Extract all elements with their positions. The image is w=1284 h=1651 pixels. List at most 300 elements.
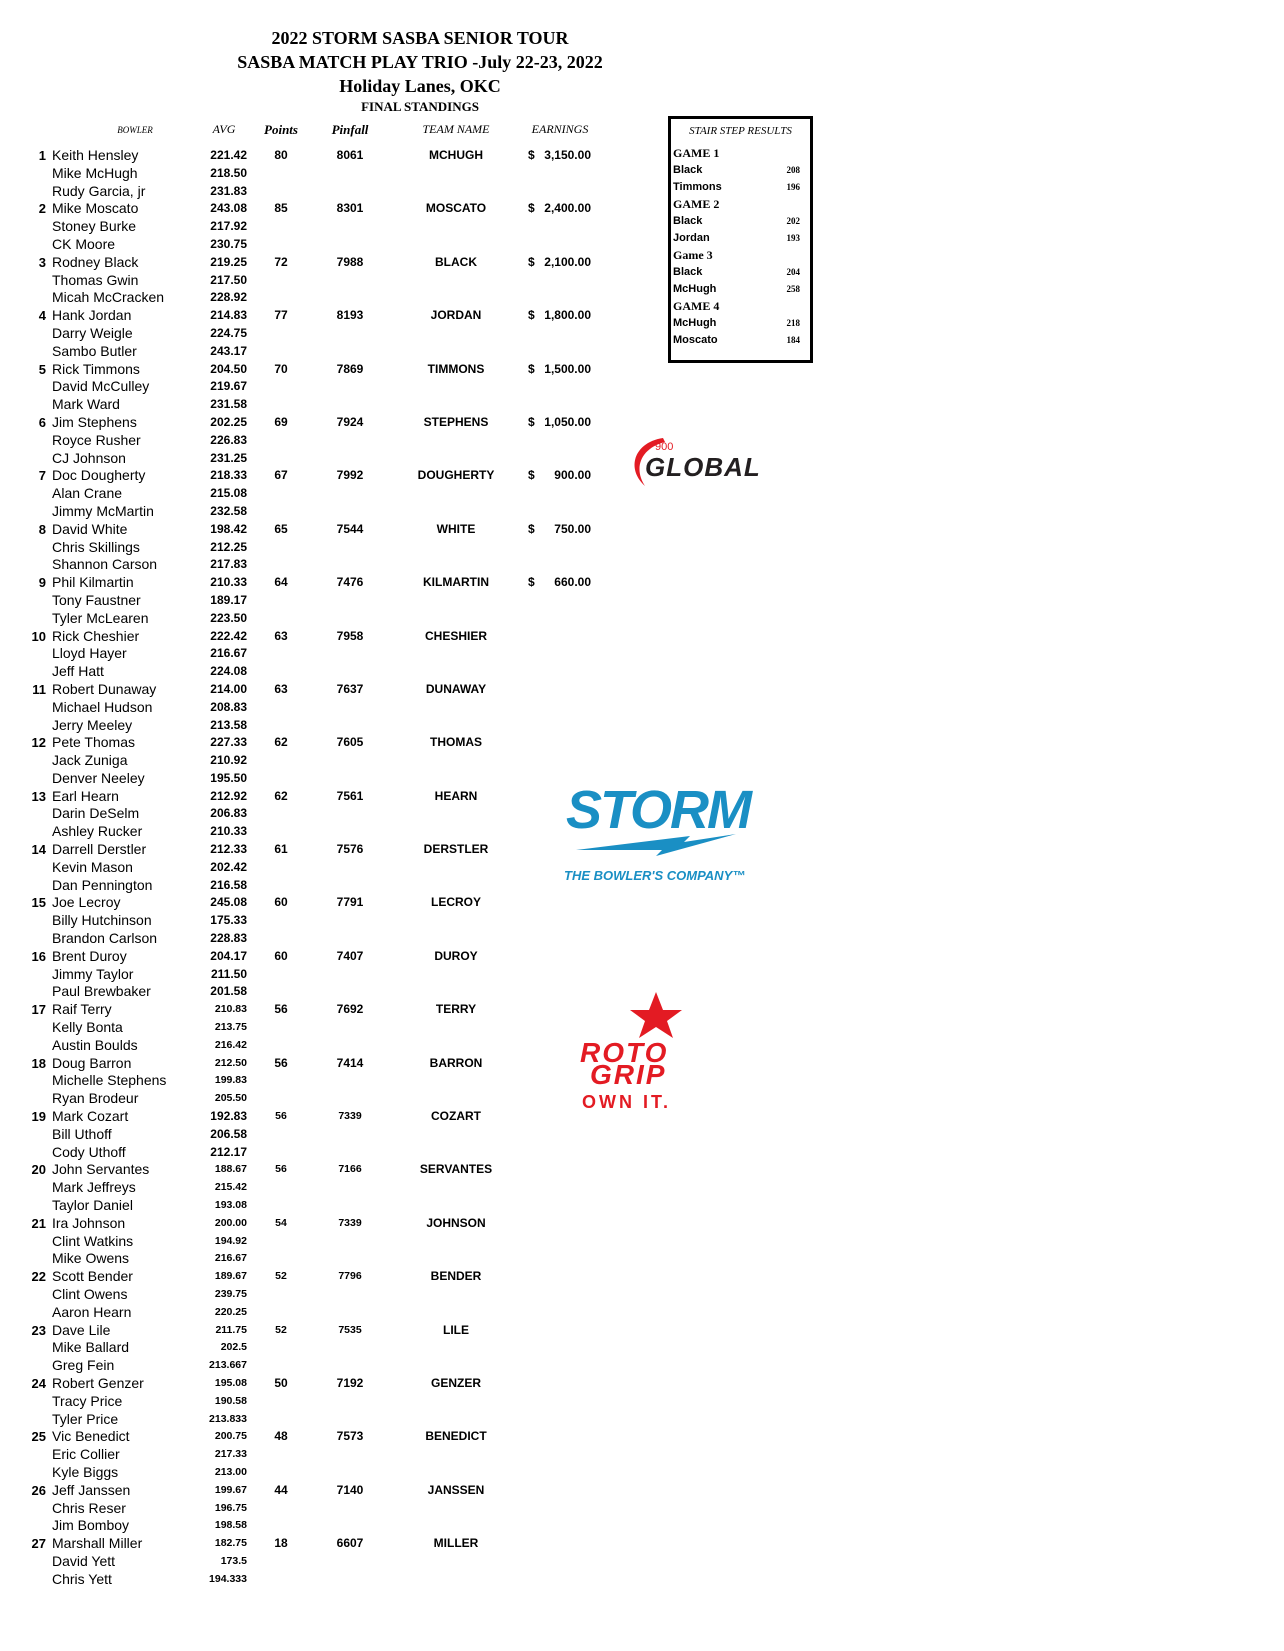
bowler-row — [0, 1197, 640, 1215]
team-pinfall: 7924 — [336, 414, 364, 429]
team-points: 63 — [274, 628, 288, 643]
bowler-name: Mark Cozart — [52, 1108, 129, 1125]
bowler-row — [0, 1411, 640, 1429]
bowler-row — [0, 521, 640, 539]
earnings-dollar-sign: $ — [528, 254, 535, 269]
earnings-amount: 3,150.00 — [544, 148, 591, 162]
bowler-row — [0, 556, 640, 574]
bowler-average: 214.00 — [210, 681, 247, 696]
bowler-average: 222.42 — [210, 628, 247, 643]
bowler-name: Darin DeSelm — [52, 805, 140, 822]
bowler-average: 198.42 — [210, 521, 247, 536]
team-rank: 18 — [31, 1055, 46, 1071]
bowler-name: Dan Pennington — [52, 876, 153, 893]
bowler-name: Thomas Gwin — [52, 271, 139, 288]
bowler-row — [0, 1268, 640, 1286]
bowler-row — [0, 1161, 640, 1179]
team-name: JORDAN — [430, 308, 482, 323]
team-rank: 11 — [32, 681, 46, 697]
bowler-average: 199.67 — [214, 1483, 247, 1496]
bowler-name: Michelle Stephens — [52, 1072, 167, 1089]
col-header-avg: AVG — [212, 122, 236, 136]
bowler-row — [0, 645, 640, 663]
bowler-average: 206.58 — [210, 1126, 247, 1141]
team-name: JOHNSON — [426, 1215, 486, 1230]
bowler-row — [0, 859, 640, 877]
bowler-average: 245.08 — [210, 895, 247, 910]
team-block — [0, 307, 640, 360]
bowler-name: Chris Reser — [52, 1499, 126, 1516]
team-name: TIMMONS — [427, 361, 485, 376]
team-points: 67 — [274, 468, 288, 483]
bowler-name: Darrell Derstler — [52, 841, 147, 858]
team-pinfall: 6607 — [336, 1536, 364, 1551]
bowler-row — [0, 1108, 640, 1126]
team-points: 60 — [274, 895, 288, 910]
stair-step-label: Black — [673, 164, 703, 176]
team-block — [0, 1322, 640, 1375]
standings-table — [0, 147, 640, 1589]
bowler-name: Mark Ward — [52, 396, 120, 413]
bowler-name: Jimmy Taylor — [52, 965, 134, 982]
bowler-row — [0, 361, 640, 379]
bowler-name: Jeff Janssen — [52, 1481, 131, 1498]
team-points: 54 — [275, 1216, 287, 1229]
team-pinfall: 7339 — [338, 1216, 362, 1229]
team-pinfall: 8301 — [336, 201, 364, 216]
bowler-name: Paul Brewbaker — [52, 983, 151, 1000]
bowler-row — [0, 912, 640, 930]
bowler-row — [0, 1339, 640, 1357]
bowler-average: 202.5 — [220, 1341, 247, 1354]
bowler-row — [0, 183, 640, 201]
bowler-name: Shannon Carson — [52, 556, 158, 573]
bowler-average: 212.50 — [214, 1056, 247, 1069]
bowler-row — [0, 1179, 640, 1197]
bowler-row — [0, 539, 640, 557]
bowler-row — [0, 236, 640, 254]
team-points: 63 — [274, 681, 288, 696]
bowler-row — [0, 681, 640, 699]
storm-logo — [560, 772, 760, 884]
bowler-row — [0, 788, 640, 806]
team-pinfall: 7339 — [338, 1110, 362, 1123]
team-block — [0, 574, 640, 627]
bowler-average: 208.83 — [210, 699, 247, 714]
bowler-row — [0, 289, 640, 307]
bowler-row — [0, 1375, 640, 1393]
team-name: WHITE — [436, 521, 476, 536]
bowler-row — [0, 1535, 640, 1553]
team-rank: 26 — [31, 1482, 46, 1498]
bowler-name: Micah McCracken — [52, 289, 165, 306]
bowler-row — [0, 1144, 640, 1162]
team-block — [0, 1268, 640, 1321]
team-rank: 14 — [31, 842, 46, 858]
bowler-average: 195.50 — [210, 770, 247, 785]
bowler-row — [0, 894, 640, 912]
earnings-amount: 900.00 — [554, 468, 591, 483]
stair-step-label: Timmons — [673, 181, 722, 193]
bowler-row — [0, 1250, 640, 1268]
team-points: 77 — [274, 308, 288, 323]
team-name: DERSTLER — [423, 842, 489, 857]
bowler-row — [0, 752, 640, 770]
team-pinfall: 7988 — [336, 254, 364, 269]
team-block — [0, 1001, 640, 1054]
team-block — [0, 788, 640, 841]
bowler-average: 221.42 — [210, 148, 247, 162]
team-name: STEPHENS — [423, 414, 489, 429]
bowler-name: Stoney Burke — [52, 218, 137, 235]
stair-step-bowler-row — [673, 162, 804, 179]
bowler-average: 219.25 — [210, 254, 247, 269]
bowler-average: 214.83 — [210, 308, 247, 323]
team-name: DUNAWAY — [425, 681, 487, 696]
team-rank: 15 — [31, 895, 46, 911]
team-pinfall: 8061 — [336, 148, 364, 162]
bowler-row — [0, 147, 640, 165]
team-points: 48 — [274, 1429, 288, 1444]
stair-step-score: 208 — [786, 165, 800, 175]
bowler-name: Jack Zuniga — [52, 752, 128, 769]
bowler-average: 206.83 — [210, 806, 247, 821]
team-block — [0, 1428, 640, 1481]
bowler-name: Joe Lecroy — [52, 894, 121, 911]
bowler-row — [0, 343, 640, 361]
team-name: DOUGHERTY — [417, 468, 495, 483]
bowler-average: 216.58 — [210, 877, 247, 892]
col-header-bowler: BOWLER — [117, 125, 153, 135]
title-line-1: 2022 STORM SASBA SENIOR TOUR — [271, 28, 569, 48]
bowler-average: 217.92 — [210, 219, 247, 234]
bowler-row — [0, 1001, 640, 1019]
bowler-row — [0, 1517, 640, 1535]
team-points: 64 — [274, 575, 288, 590]
team-rank: 8 — [38, 521, 46, 537]
bowler-row — [0, 574, 640, 592]
bowler-row — [0, 930, 640, 948]
bowler-row — [0, 218, 640, 236]
team-rank: 19 — [31, 1109, 46, 1125]
bowler-average: 230.75 — [210, 236, 247, 251]
team-name: CHESHIER — [424, 628, 487, 643]
team-pinfall: 7573 — [336, 1429, 364, 1444]
bowler-average: 215.08 — [210, 486, 247, 501]
stair-step-score: 184 — [786, 335, 800, 345]
col-header-earnings: EARNINGS — [531, 122, 589, 136]
bowler-name: Mark Jeffreys — [52, 1179, 136, 1196]
bowler-name: Cody Uthoff — [52, 1143, 126, 1160]
stair-step-game-label — [673, 247, 804, 264]
team-rank: 17 — [31, 1002, 46, 1018]
roto-tagline-text: OWN IT. — [582, 1092, 671, 1112]
bowler-row — [0, 396, 640, 414]
team-rank: 21 — [31, 1215, 46, 1231]
earnings-amount: 2,400.00 — [544, 201, 591, 216]
team-name: COZART — [431, 1109, 481, 1124]
bowler-name: Robert Dunaway — [52, 680, 157, 697]
stair-step-title: STAIR STEP RESULTS — [689, 125, 792, 137]
bowler-average: 210.33 — [210, 575, 247, 590]
bowler-row — [0, 734, 640, 752]
bowler-name: Keith Hensley — [52, 147, 139, 163]
bowler-average: 213.667 — [209, 1359, 247, 1372]
bowler-row — [0, 1464, 640, 1482]
bowler-row — [0, 805, 640, 823]
bowler-average: 217.33 — [214, 1448, 247, 1461]
team-name: JANSSEN — [427, 1482, 485, 1497]
team-points: 72 — [274, 254, 288, 269]
bowler-average: 212.17 — [210, 1144, 247, 1159]
team-pinfall: 7192 — [336, 1375, 364, 1390]
stair-step-score: 196 — [786, 182, 800, 192]
roto-word-1: ROTO — [580, 1037, 669, 1068]
bowler-average: 200.00 — [214, 1216, 247, 1229]
team-block — [0, 361, 640, 414]
bowler-row — [0, 877, 640, 895]
bowler-row — [0, 1357, 640, 1375]
stair-step-bowler-row — [673, 213, 804, 230]
title-line-3: Holiday Lanes, OKC — [339, 76, 501, 96]
team-block — [0, 734, 640, 787]
bowler-name: Phil Kilmartin — [52, 574, 134, 591]
earnings-amount: 1,500.00 — [544, 361, 591, 376]
bowler-average: 210.83 — [214, 1003, 247, 1016]
bowler-average: 202.25 — [210, 414, 247, 429]
team-points: 69 — [274, 414, 288, 429]
bowler-row — [0, 592, 640, 610]
bowler-name: Mike Moscato — [52, 200, 139, 217]
team-name: GENZER — [430, 1375, 481, 1390]
team-points: 44 — [274, 1482, 288, 1497]
bowler-average: 194.333 — [209, 1572, 247, 1585]
team-rank: 25 — [31, 1429, 46, 1445]
team-rank: 7 — [38, 468, 46, 484]
team-rank: 6 — [38, 414, 46, 430]
bowler-name: Jimmy McMartin — [52, 502, 154, 519]
bowler-name: Taylor Daniel — [52, 1197, 133, 1214]
global-word-text: GLOBAL — [645, 452, 761, 482]
bowler-row — [0, 1446, 640, 1464]
bowler-average: 212.25 — [210, 539, 247, 554]
stair-step-label: McHugh — [673, 283, 717, 295]
stair-step-label: GAME 4 — [673, 299, 720, 313]
team-rank: 4 — [38, 308, 46, 324]
col-header-pinfall: Pinfall — [331, 122, 369, 137]
team-points: 56 — [275, 1110, 287, 1123]
earnings-amount: 660.00 — [554, 575, 591, 590]
bowler-name: Doug Barron — [52, 1054, 132, 1071]
bowler-average: 199.83 — [214, 1074, 247, 1087]
stair-step-label: McHugh — [673, 317, 717, 329]
stair-step-game-label — [673, 196, 804, 213]
earnings-dollar-sign: $ — [528, 468, 535, 483]
bowler-name: Earl Hearn — [52, 787, 119, 804]
stair-step-label: Black — [673, 215, 703, 227]
bowler-average: 243.08 — [210, 201, 247, 216]
bowler-average: 226.83 — [210, 432, 247, 447]
global-small-text: 900 — [655, 441, 674, 453]
bowler-row — [0, 610, 640, 628]
team-points: 56 — [275, 1163, 287, 1176]
team-points: 65 — [274, 521, 288, 536]
bowler-name: Mike Owens — [52, 1250, 130, 1267]
bowler-name: Rick Cheshier — [52, 627, 140, 644]
roto-grip-star — [630, 992, 682, 1038]
team-name: LECROY — [430, 895, 481, 910]
bowler-row — [0, 1072, 640, 1090]
bowler-average: 212.33 — [210, 842, 247, 857]
bowler-row — [0, 432, 640, 450]
bowler-name: Aaron Hearn — [52, 1303, 132, 1320]
team-pinfall: 7992 — [336, 468, 364, 483]
bowler-average: 202.42 — [210, 859, 247, 874]
team-rank: 27 — [31, 1536, 46, 1552]
team-name: THOMAS — [430, 735, 482, 750]
team-points: 18 — [274, 1536, 288, 1551]
bowler-name: Jerry Meeley — [52, 716, 133, 733]
stair-step-bowler-row — [673, 332, 804, 349]
team-points: 56 — [274, 1002, 288, 1017]
team-name: BENDER — [430, 1269, 482, 1284]
earnings-dollar-sign: $ — [528, 521, 535, 536]
stair-step-bowler-row — [673, 264, 804, 281]
team-block — [0, 1535, 640, 1588]
bowler-row — [0, 628, 640, 646]
bowler-name: Clint Owens — [52, 1286, 128, 1302]
stair-step-score: 193 — [786, 233, 800, 243]
bowler-name: Darry Weigle — [52, 324, 133, 341]
bowler-row — [0, 485, 640, 503]
team-name: SERVANTES — [419, 1162, 493, 1177]
bowler-row — [0, 966, 640, 984]
earnings-amount: 1,800.00 — [544, 308, 591, 323]
team-block — [0, 948, 640, 1001]
bowler-name: Chris Skillings — [52, 538, 140, 555]
bowler-name: Jeff Hatt — [52, 663, 104, 680]
bowler-average: 227.33 — [210, 735, 247, 750]
bowler-name: Michael Hudson — [52, 698, 153, 715]
team-block — [0, 1375, 640, 1428]
bowler-average: 189.17 — [210, 592, 247, 607]
team-rank: 12 — [31, 735, 46, 751]
team-rank: 20 — [31, 1162, 46, 1178]
bowler-name: Alan Crane — [52, 485, 123, 502]
bowler-average: 216.67 — [214, 1252, 247, 1265]
stair-step-bowler-row — [673, 281, 804, 298]
team-block — [0, 1055, 640, 1108]
bowler-name: Jim Stephens — [52, 413, 137, 430]
bowler-average: 194.92 — [214, 1234, 247, 1247]
team-rank: 16 — [31, 948, 46, 964]
bowler-name: Bill Uthoff — [52, 1125, 112, 1142]
bowler-average: 188.67 — [214, 1163, 247, 1176]
bowler-average: 228.92 — [210, 290, 247, 305]
bowler-row — [0, 983, 640, 1001]
bowler-name: Kyle Biggs — [52, 1463, 119, 1480]
bowler-row — [0, 165, 640, 183]
bowler-average: 210.33 — [210, 824, 247, 839]
bowler-name: Greg Fein — [52, 1357, 115, 1374]
team-pinfall: 7414 — [336, 1055, 364, 1070]
bowler-average: 215.42 — [214, 1181, 247, 1194]
storm-tagline-text: THE BOWLER'S COMPANY™ — [564, 868, 746, 883]
bowler-average: 216.42 — [214, 1038, 247, 1051]
stair-step-label: Game 3 — [673, 248, 713, 262]
bowler-name: John Servantes — [52, 1161, 150, 1178]
bowler-average: 243.17 — [210, 343, 247, 358]
bowler-row — [0, 1055, 640, 1073]
bowler-name: Lloyd Hayer — [52, 645, 127, 662]
bowler-name: Pete Thomas — [52, 734, 136, 751]
team-pinfall: 7544 — [336, 521, 364, 536]
bowler-row — [0, 1500, 640, 1518]
bowler-average: 213.58 — [210, 717, 247, 732]
team-block — [0, 681, 640, 734]
bowler-name: CK Moore — [52, 235, 116, 252]
bowler-row — [0, 378, 640, 396]
bowler-name: Marshall Miller — [52, 1535, 143, 1552]
team-name: MILLER — [433, 1536, 479, 1551]
team-pinfall: 7407 — [336, 948, 364, 963]
bowler-average: 196.75 — [214, 1501, 247, 1514]
bowler-average: 231.25 — [210, 450, 247, 465]
bowler-name: Kelly Bonta — [52, 1019, 123, 1036]
roto-word-2: GRIP — [590, 1059, 667, 1090]
team-block — [0, 1482, 640, 1535]
title-line-2: SASBA MATCH PLAY TRIO -July 22-23, 2022 — [237, 52, 603, 72]
team-name: TERRY — [435, 1002, 477, 1017]
bowler-average: 218.50 — [210, 165, 247, 180]
bowler-row — [0, 1304, 640, 1322]
team-points: 61 — [274, 842, 288, 857]
team-pinfall: 7869 — [336, 361, 364, 376]
bowler-average: 217.83 — [210, 557, 247, 572]
team-pinfall: 8193 — [336, 308, 364, 323]
team-pinfall: 7576 — [336, 842, 364, 857]
team-name: KILMARTIN — [423, 575, 489, 590]
storm-word-text: STORM — [566, 780, 751, 840]
bowler-average: 223.50 — [210, 610, 247, 625]
bowler-row — [0, 503, 640, 521]
bowler-average: 231.83 — [210, 183, 247, 198]
team-name: MOSCATO — [425, 201, 487, 216]
bowler-name: Sambo Butler — [52, 342, 137, 359]
bowler-average: 216.67 — [210, 646, 247, 661]
bowler-average: 193.08 — [214, 1199, 247, 1212]
team-rank: 22 — [31, 1269, 46, 1285]
team-block — [0, 1215, 640, 1268]
bowler-row — [0, 1553, 640, 1571]
team-points: 50 — [274, 1375, 288, 1390]
team-rank: 9 — [38, 575, 46, 591]
bowler-average: 210.92 — [210, 753, 247, 768]
stair-step-box — [668, 116, 813, 363]
team-block — [0, 1161, 640, 1214]
earnings-dollar-sign: $ — [528, 361, 535, 376]
team-pinfall: 7605 — [336, 735, 364, 750]
team-pinfall: 7791 — [336, 895, 364, 910]
bowler-average: 213.833 — [209, 1412, 247, 1425]
stair-step-score: 218 — [786, 318, 800, 328]
team-name: DUROY — [434, 948, 478, 963]
bowler-row — [0, 1286, 640, 1304]
bowler-average: 219.67 — [210, 379, 247, 394]
team-block — [0, 147, 640, 200]
col-header-points: Points — [264, 122, 298, 137]
bowler-row — [0, 663, 640, 681]
